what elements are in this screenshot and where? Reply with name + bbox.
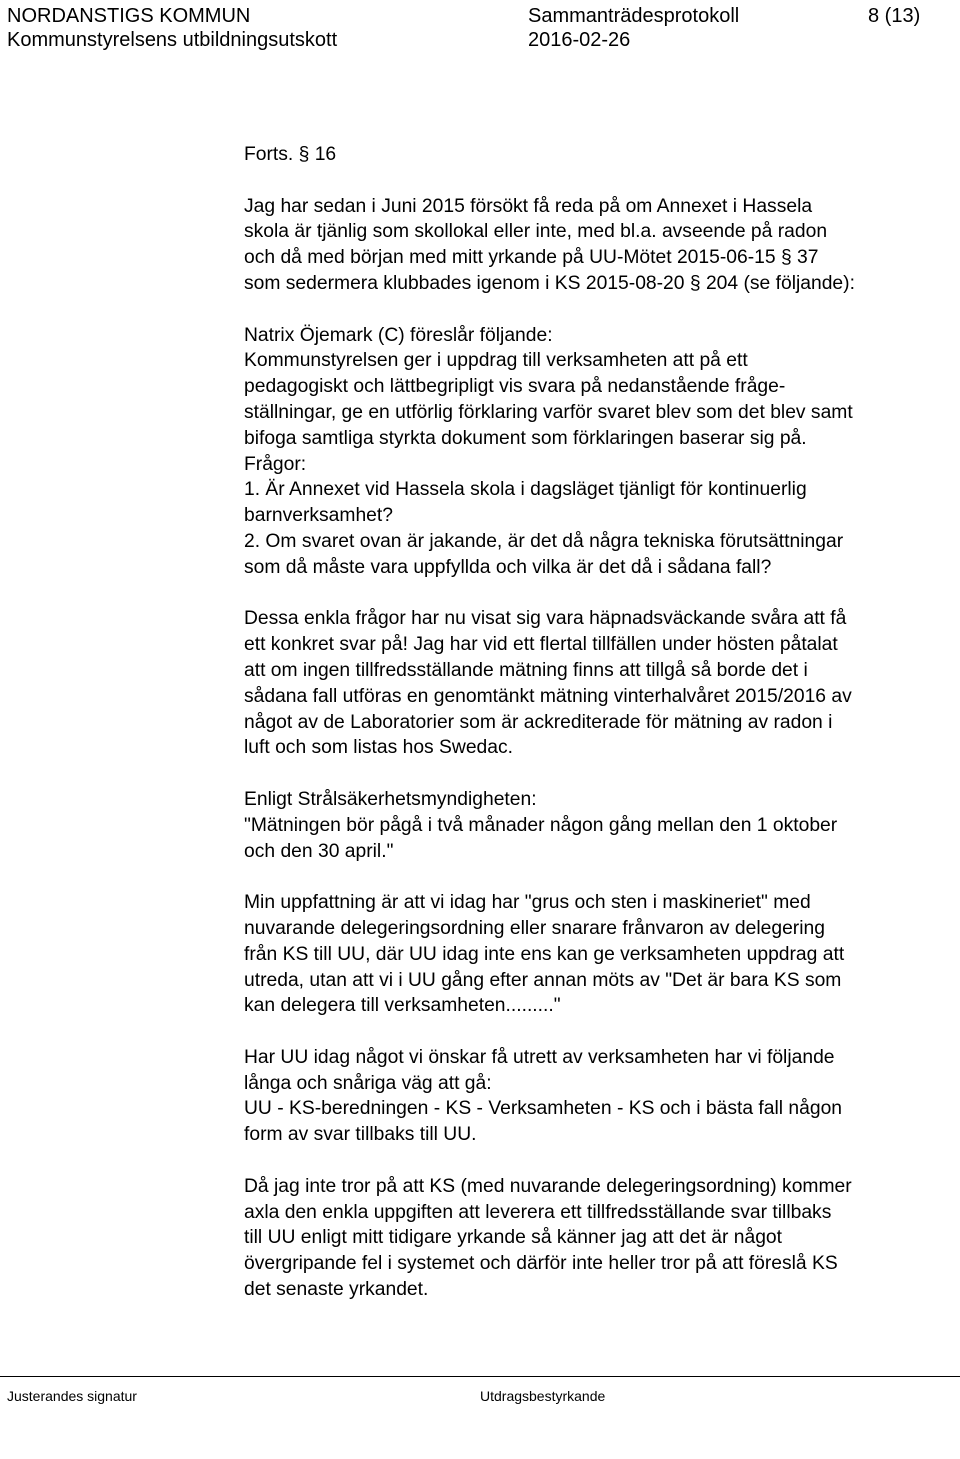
body-line: från KS till UU, där UU idag inte ens kan ge verksamheten uppdrag att [244,943,845,965]
page-header [0,0,960,60]
body-line: axla den enkla uppgiften att leverera ett tillfredsställande svar tillbaks [244,1201,832,1223]
org-name: NORDANSTIGS KOMMUN [7,5,251,27]
body-line: Enligt Strålsäkerhetsmyndigheten: [244,788,537,810]
document-body [244,142,944,1303]
body-line: ett konkret svar på! Jag har vid ett flertal tillfällen under hösten påtalat [244,634,838,656]
body-line: skola är tjänlig som skollokal eller inte, med bl.a. avseende på radon [244,221,828,243]
blank-line [244,1148,944,1174]
blank-line [244,864,944,890]
body-line: till UU enligt mitt tidigare yrkande så känner jag att det är något [244,1227,783,1249]
body-line: sådana fall utföras en genomtänkt mätning vinterhalvåret 2015/2016 av [244,685,852,707]
body-line: bifoga samtliga styrkta dokument som förklaringen baserar sig på. [244,427,807,449]
blank-line [244,168,944,194]
blank-line [244,297,944,323]
footer-divider [0,1376,960,1377]
body-line: pedagogiskt och lättbegripligt vis svara på nedanstående fråge- [244,376,786,398]
signature-label: Justerandes signatur [7,1388,137,1404]
body-line: form av svar tillbaks till UU. [244,1124,477,1146]
body-line: övergripande fel i systemet och därför inte heller tror på att föreslå KS [244,1253,838,1275]
page-number: 8 (13) [868,5,921,27]
body-line: det senaste yrkandet. [244,1279,429,1301]
body-line: 1. Är Annexet vid Hassela skola i dagsläget tjänligt för kontinuerlig [244,479,807,501]
body-line: 2. Om svaret ovan är jakande, är det då några tekniska förutsättningar [244,530,844,552]
body-line: UU - KS-beredningen - KS - Verksamheten - KS och i bästa fall någon [244,1098,843,1120]
body-line: Kommunstyrelsen ger i uppdrag till verksamheten att på ett [244,350,748,372]
body-line: Min uppfattning är att vi idag har "grus och sten i maskineriet" med [244,892,811,914]
body-line: kan delegera till verksamheten........." [244,995,561,1017]
body-line: Jag har sedan i Juni 2015 försökt få reda på om Annexet i Hassela [244,195,813,217]
body-line: och den 30 april." [244,840,394,862]
extract-label: Utdragsbestyrkande [480,1388,606,1404]
committee-name: Kommunstyrelsens utbildningsutskott [7,29,338,51]
body-line: utreda, utan att vi i UU gång efter annan möts av "Det är bara KS som [244,969,842,991]
blank-line [244,581,944,607]
document-type: Sammanträdesprotokoll [528,5,740,27]
body-line: långa och snåriga väg att gå: [244,1072,492,1094]
blank-line [244,1019,944,1045]
body-line: ställningar, ge en utförlig förklaring varför svaret blev som det blev samt [244,401,853,423]
body-line: barnverksamhet? [244,505,393,527]
blank-line [244,761,944,787]
body-line: Då jag inte tror på att KS (med nuvarande delegeringsordning) kommer [244,1175,852,1197]
body-line: Forts. § 16 [244,144,337,165]
body-line: "Mätningen bör pågå i två månader någon gång mellan den 1 oktober [244,814,838,836]
body-line: som då måste vara uppfyllda och vilka är det då i sådana fall? [244,556,772,578]
body-line: Frågor: [244,453,307,475]
body-line: luft och som listas hos Swedac. [244,737,513,759]
body-line: Dessa enkla frågor har nu visat sig vara häpnadsväckande svåra att få [244,608,847,630]
body-line: något av de Laboratorier som är ackrediterade för mätning av radon i [244,711,833,733]
body-line: att om ingen tillfredsställande mätning finns att tillgå så borde det i [244,659,808,681]
meeting-date: 2016-02-26 [528,29,631,51]
body-line: som sedermera klubbades igenom i KS 2015-08-20 § 204 (se följande): [244,272,855,294]
body-line: Natrix Öjemark (C) föreslår följande: [244,324,553,346]
body-line: nuvarande delegeringsordning eller snarare frånvaron av delegering [244,917,825,939]
body-line: och då med början med mitt yrkande på UU-Mötet 2015-06-15 § 37 [244,247,819,269]
body-line: Har UU idag något vi önskar få utrett av verksamheten har vi följande [244,1046,835,1068]
